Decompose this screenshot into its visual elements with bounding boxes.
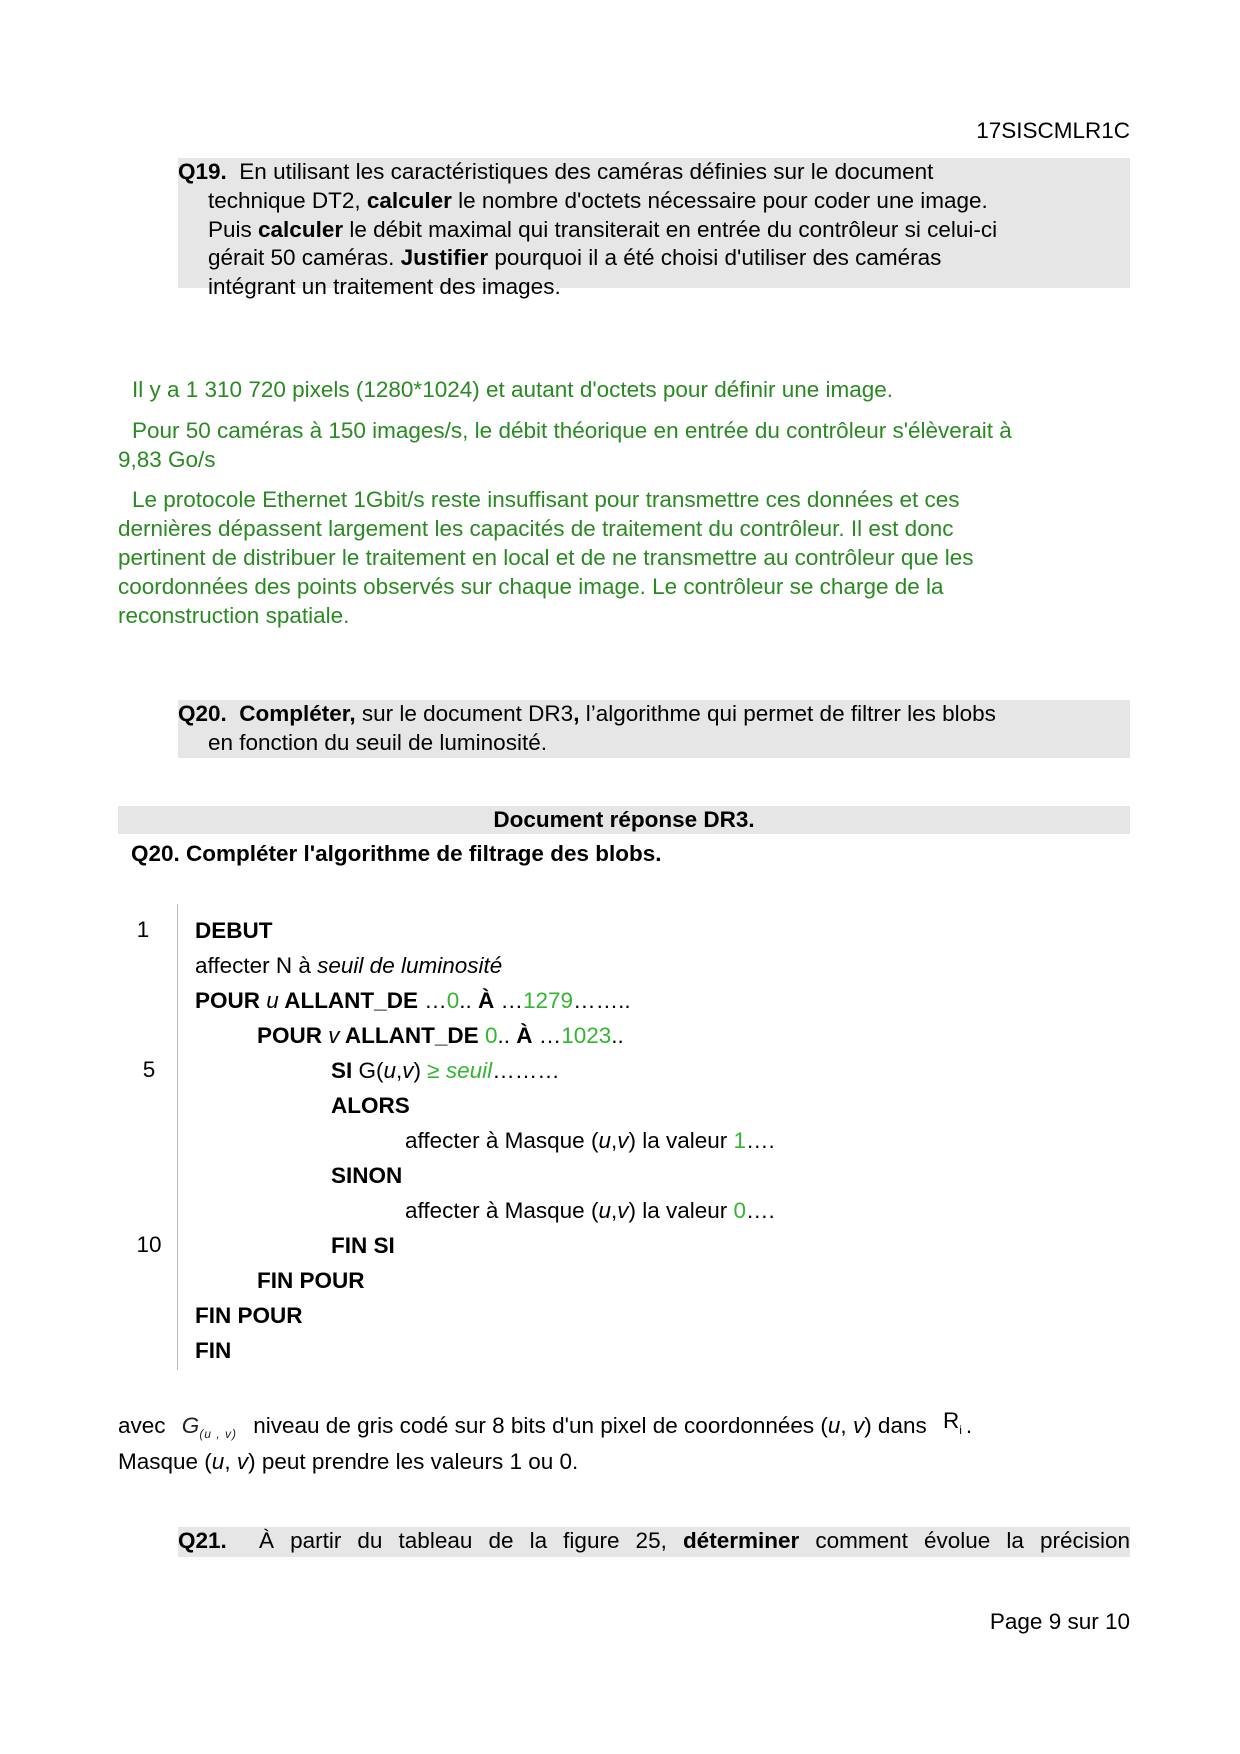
q21-label: Q21. xyxy=(178,1528,227,1553)
var-v: v xyxy=(236,1449,249,1474)
footnote-text: ) peut prendre les valeurs 1 ou 0. xyxy=(248,1449,579,1474)
var-v: v xyxy=(617,1128,629,1153)
dots: …. xyxy=(746,1128,775,1153)
var-u: u xyxy=(827,1413,841,1438)
var-u: u xyxy=(211,1449,225,1474)
algo-text: ) la valeur xyxy=(628,1128,734,1153)
dots: .. xyxy=(611,1023,624,1048)
algo-sinon xyxy=(331,1162,402,1190)
answer-end-v: 1023 xyxy=(561,1023,612,1048)
line-number: 10 xyxy=(136,1232,162,1257)
answer-paragraph-2b: 9,83 Go/s xyxy=(118,446,216,472)
g-symbol xyxy=(182,1412,237,1448)
algo-fin-pour-inner xyxy=(257,1267,365,1295)
answer-paragraph-3b: dernières dépassent largement les capacités de traitement du contrôleur. Il est donc xyxy=(118,516,954,542)
var-u: u xyxy=(598,1128,611,1153)
q20-comma: , xyxy=(573,701,580,726)
keyword-allant-de: ALLANT_DE xyxy=(339,1023,485,1048)
algo-text: , xyxy=(610,1198,618,1223)
q19-text: pourquoi il a été choisi d'utiliser des caméras xyxy=(488,245,942,271)
question-q19 xyxy=(178,158,1130,300)
answer-paragraph-3d: coordonnées des points observés sur chaque image. Le contrôleur se charge de la xyxy=(118,573,944,599)
keyword-fin-pour: FIN POUR xyxy=(257,1268,365,1293)
keyword-allant-de: ALLANT_DE xyxy=(278,988,425,1013)
q21-bold-determiner: déterminer xyxy=(682,1528,800,1553)
algo-text: affecter à Masque ( xyxy=(405,1128,599,1153)
r-subscript: i xyxy=(959,1423,962,1437)
algo-line-pour-v xyxy=(257,1022,624,1050)
answer-paragraph-3a: Le protocole Ethernet 1Gbit/s reste insuffisant pour transmettre ces données et ces xyxy=(132,487,960,513)
dots: .. xyxy=(459,988,478,1013)
r-letter: R xyxy=(943,1408,960,1433)
r-symbol xyxy=(943,1407,962,1444)
algo-line-si xyxy=(331,1057,560,1085)
dots: … xyxy=(494,988,523,1013)
answer-value-1: 1 xyxy=(733,1128,747,1153)
q20-text: sur le document DR3 xyxy=(355,701,574,726)
var-v: v xyxy=(402,1058,414,1083)
answer-paragraph-3c: pertinent de distribuer le traitement en local et de ne transmettre au contrôleur que les xyxy=(118,544,974,570)
dots: …. xyxy=(746,1198,775,1223)
algo-fin xyxy=(195,1337,231,1365)
var-u: u xyxy=(383,1058,397,1083)
algo-text: ) la valeur xyxy=(628,1198,734,1223)
answer-end-u: 1279 xyxy=(523,988,574,1013)
keyword-debut: DEBUT xyxy=(195,918,273,943)
algo-line-pour-u xyxy=(195,987,631,1015)
dots: … xyxy=(532,1023,562,1048)
algo-text: affecter à Masque ( xyxy=(405,1198,599,1223)
q19-text: Puis xyxy=(208,216,259,242)
q20-line2: en fonction du seuil de luminosité. xyxy=(208,729,547,755)
q20-bold-completer: Compléter, xyxy=(239,701,356,726)
footnote-text: , xyxy=(840,1413,853,1438)
keyword-alors: ALORS xyxy=(331,1093,410,1118)
answer-operator: ≥ xyxy=(427,1058,446,1083)
algorithm-divider xyxy=(177,904,178,1370)
g-subscript: (u , v) xyxy=(199,1427,237,1441)
q20-text: l’algorithme qui permet de filtrer les blobs xyxy=(579,701,996,726)
keyword-fin-si: FIN SI xyxy=(331,1233,395,1258)
algo-text: , xyxy=(396,1058,403,1083)
algo-line-affecter-0 xyxy=(405,1197,775,1225)
q21-text: À partir du tableau de la figure 25, xyxy=(258,1528,683,1553)
answer-seuil: seuil xyxy=(445,1058,493,1083)
keyword-pour: POUR xyxy=(257,1023,329,1048)
footnote-text: Masque ( xyxy=(118,1449,212,1474)
q20-label: Q20. xyxy=(178,701,227,726)
q19-bold-calculer: calculer xyxy=(366,187,452,213)
question-q20 xyxy=(178,700,1130,758)
algo-text: , xyxy=(610,1128,618,1153)
answer-paragraph-1: Il y a 1 310 720 pixels (1280*1024) et autant d'octets pour définir une image. xyxy=(132,377,894,402)
algo-text: affecter N à xyxy=(195,953,318,978)
q21-text: comment évolue la précision xyxy=(799,1528,1130,1553)
keyword-si: SI xyxy=(331,1058,353,1083)
g-letter: G xyxy=(181,1413,200,1438)
q19-text: le débit maximal qui transiterait en entrée du contrôleur si celui-ci xyxy=(343,216,998,242)
q19-text: gérait 50 caméras. xyxy=(208,245,401,271)
keyword-sinon: SINON xyxy=(331,1163,403,1188)
algo-line-affecter-1 xyxy=(405,1127,775,1155)
q19-text: intégrant un traitement des images. xyxy=(208,274,561,300)
q19-label: Q19. xyxy=(178,159,227,184)
answer-q19 xyxy=(118,376,1130,630)
answer-paragraph-2a: Pour 50 caméras à 150 images/s, le débit théorique en entrée du contrôleur s'élèverait à xyxy=(132,417,1012,443)
var-v: v xyxy=(852,1413,865,1438)
footnote-text: niveau de gris codé sur 8 bits d'un pixel de coordonnées ( xyxy=(253,1413,828,1438)
footnote-line1 xyxy=(118,1408,973,1449)
algo-text: G( xyxy=(352,1058,384,1083)
algo-fin-si xyxy=(331,1232,395,1260)
footnote-text: ) dans xyxy=(864,1413,927,1438)
footnote-line2 xyxy=(118,1448,578,1476)
dr3-subtitle: Q20. Compléter l'algorithme de filtrage des blobs. xyxy=(131,841,662,866)
dots: … xyxy=(424,988,447,1013)
footnote-text: , xyxy=(224,1449,237,1474)
line-number: 1 xyxy=(136,917,150,942)
var-v: v xyxy=(328,1023,340,1048)
document-reference: 17SISCMLR1C xyxy=(976,118,1130,143)
algo-alors xyxy=(331,1092,410,1120)
line-number: 5 xyxy=(142,1057,156,1082)
var-u: u xyxy=(266,988,279,1013)
var-v: v xyxy=(617,1198,629,1223)
answer-start-v: 0 xyxy=(484,1023,498,1048)
algo-italic: seuil de luminosité xyxy=(317,953,503,978)
answer-start-u: 0 xyxy=(446,988,460,1013)
footnote-text: . xyxy=(965,1413,973,1438)
var-u: u xyxy=(598,1198,611,1223)
algo-fin-pour-outer xyxy=(195,1302,303,1330)
algo-text: ) xyxy=(413,1058,428,1083)
dr3-title: Document réponse DR3. xyxy=(118,806,1130,834)
q19-bold-justifier: Justifier xyxy=(400,245,489,271)
keyword-fin: FIN xyxy=(195,1338,232,1363)
keyword-fin-pour: FIN POUR xyxy=(195,1303,303,1328)
question-q21 xyxy=(178,1527,1130,1557)
q19-text: le nombre d'octets nécessaire pour coder une image. xyxy=(451,187,988,213)
q19-text: technique DT2, xyxy=(208,187,367,213)
keyword-a: À xyxy=(477,988,495,1013)
keyword-pour: POUR xyxy=(195,988,267,1013)
dots: …….. xyxy=(573,988,631,1013)
dots: .. xyxy=(497,1023,517,1048)
keyword-a: À xyxy=(516,1023,533,1048)
q19-bold-calculer: calculer xyxy=(258,216,344,242)
algo-line-affecter-n xyxy=(195,952,502,980)
algo-debut xyxy=(195,917,273,945)
q19-line1: En utilisant les caractéristiques des caméras définies sur le document xyxy=(239,159,934,184)
page-number: Page 9 sur 10 xyxy=(989,1609,1130,1634)
dots: ……… xyxy=(492,1058,560,1083)
footnote-text: avec xyxy=(118,1413,166,1438)
answer-value-0: 0 xyxy=(733,1198,747,1223)
answer-paragraph-3e: reconstruction spatiale. xyxy=(118,602,350,628)
